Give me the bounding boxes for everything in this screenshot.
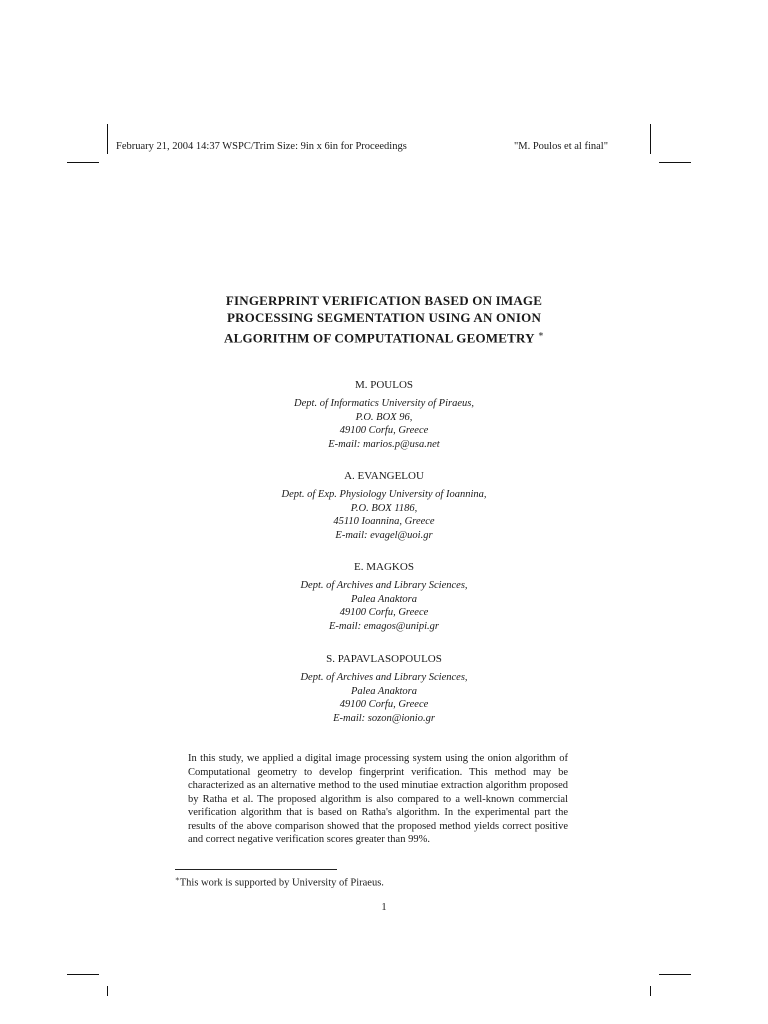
author-block	[0, 560, 768, 633]
author-name: S. PAPAVLASOPOULOS	[326, 653, 442, 665]
crop-mark-top-left-horizontal	[67, 162, 99, 163]
header-right-text: "M. Poulos et al final"	[513, 141, 608, 152]
author-block	[0, 652, 768, 725]
affiliation-line: 45110 Ioannina, Greece	[333, 516, 435, 527]
affiliation-line: Dept. of Archives and Library Sciences,	[300, 672, 468, 683]
footnote	[175, 873, 575, 890]
crop-mark-bottom-right-vertical	[650, 986, 651, 996]
crop-mark-bottom-left-vertical	[107, 986, 108, 996]
title-line	[0, 326, 768, 347]
page-number: 1	[381, 902, 387, 913]
footnote-rule	[175, 869, 337, 870]
author-name: E. MAGKOS	[354, 561, 414, 573]
author-email: E-mail: emagos@unipi.gr	[329, 620, 439, 632]
affiliation-line: P.O. BOX 1186,	[350, 502, 418, 514]
crop-mark-bottom-right-horizontal	[659, 974, 691, 975]
affiliation-line: Palea Anaktora	[350, 685, 417, 697]
author-email: E-mail: marios.p@usa.net	[328, 438, 440, 450]
affiliation-line: Palea Anaktora	[350, 593, 417, 605]
title-line: FINGERPRINT VERIFICATION BASED ON IMAGE	[225, 293, 543, 308]
author-name: A. EVANGELOU	[344, 470, 424, 482]
title-line: PROCESSING SEGMENTATION USING AN ONION	[226, 309, 542, 325]
header-left-text: February 21, 2004 14:37 WSPC/Trim Size: 9in x 6in for Proceedings	[116, 141, 407, 152]
affiliation-line: Dept. of Informatics University of Piraeus,	[294, 398, 474, 409]
author-block	[0, 378, 768, 451]
author-email: E-mail: evagel@uoi.gr	[335, 529, 433, 541]
abstract: In this study, we applied a digital image processing system using the onion algorithm of Computational geometry to develop fingerprint verification. This method may be characterized as an alternative method to the used minutiae extraction algorithm proposed by Ratha et al. The proposed algorithm is also compared to a well-known commercial verification algorithm that is based on Ratha's algorithm. In the experimental part the results of the above comparison showed that the proposed method yields correct positive and correct negative verification scores greater than 99%.	[188, 753, 568, 845]
affiliation-line: Dept. of Exp. Physiology University of Ioannina,	[281, 489, 487, 500]
author-name: M. POULOS	[354, 379, 414, 391]
affiliation-line: 49100 Corfu, Greece	[339, 699, 429, 710]
affiliation-line: 49100 Corfu, Greece	[339, 607, 429, 618]
title-footnote-marker: ∗	[537, 329, 545, 339]
paper-title	[0, 293, 768, 347]
footnote-marker: ∗	[175, 875, 180, 883]
footnote-text: This work is supported by University of Piraeus.	[179, 877, 384, 889]
author-block	[0, 469, 768, 542]
crop-mark-bottom-left-horizontal	[67, 974, 99, 975]
crop-mark-top-right-horizontal	[659, 162, 691, 163]
affiliation-line: P.O. BOX 96,	[355, 411, 413, 423]
crop-mark-top-left-vertical	[107, 124, 108, 154]
crop-mark-top-right-vertical	[650, 124, 651, 154]
title-line-text: ALGORITHM OF COMPUTATIONAL GEOMETRY	[223, 330, 535, 346]
affiliation-line: 49100 Corfu, Greece	[339, 425, 429, 436]
author-email: E-mail: sozon@ionio.gr	[333, 712, 435, 724]
affiliation-line: Dept. of Archives and Library Sciences,	[300, 580, 468, 591]
